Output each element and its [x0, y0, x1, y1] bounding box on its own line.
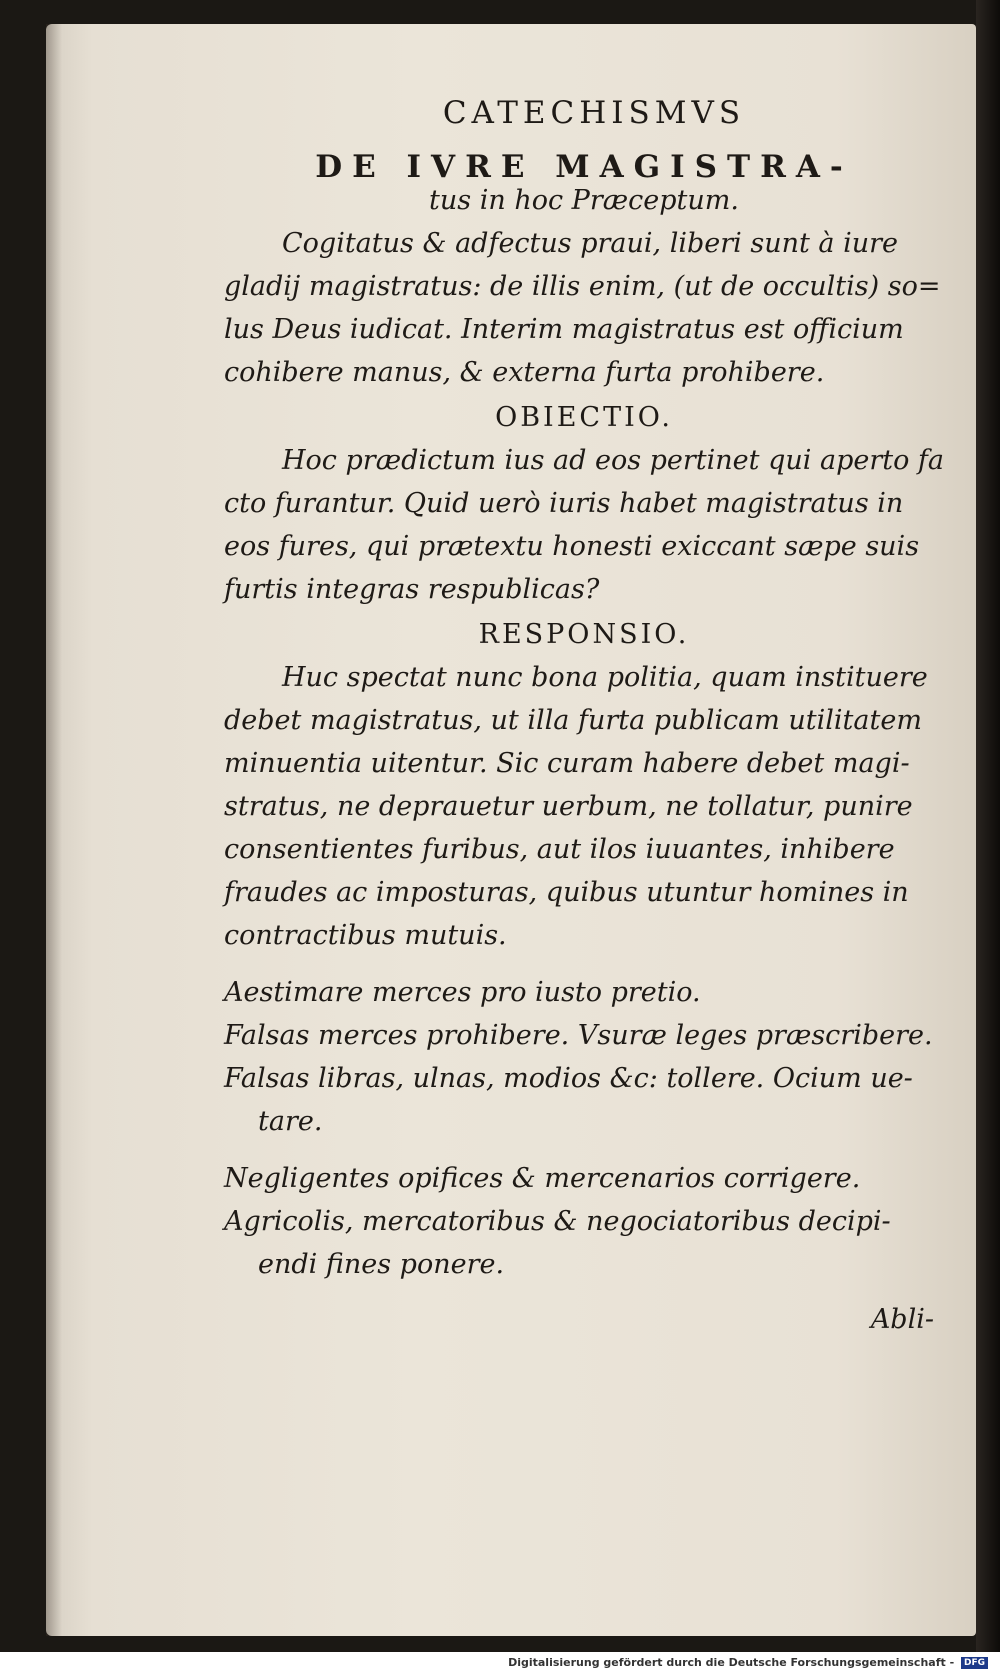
spine-shadow — [46, 24, 62, 1636]
text-block — [224, 95, 944, 1335]
footer-credit-text: Digitalisierung gefördert durch die Deutsche Forschungsgemeinschaft - — [508, 1656, 955, 1669]
paragraph-line: cto furantur. Quid uerò iuris habet magistratus in — [224, 488, 904, 519]
paragraph-intro — [224, 222, 944, 394]
catchword: Abli- — [870, 1304, 934, 1335]
paragraph-line: consentientes furibus, aut ilos iuuantes, inhibere — [224, 834, 895, 865]
list-item: Negligentes opifices & mercenarios corrigere. — [224, 1163, 861, 1194]
list-item-continuation: tare. — [258, 1106, 323, 1137]
section-title: DE IVRE MAGISTRA- — [315, 149, 853, 185]
paragraph-line: lus Deus iudicat. Interim magistratus est officium — [224, 314, 904, 345]
duties-list — [224, 971, 944, 1286]
paragraph-response — [224, 656, 944, 957]
paragraph-line: contractibus mutuis. — [224, 920, 507, 951]
list-item: Falsas libras, ulnas, modios &c: tollere. Ocium ue- — [224, 1063, 913, 1094]
list-item: Falsas merces prohibere. Vsuræ leges præscribere. — [224, 1020, 933, 1051]
heading-objectio: OBIECTIO. — [495, 402, 673, 433]
paragraph-line: eos fures, qui prætextu honesti exiccant sæpe suis — [224, 531, 920, 562]
list-item: Agricolis, mercatoribus & negociatoribus decipi- — [224, 1206, 891, 1237]
paragraph-line: Cogitatus & adfectus praui, liberi sunt à iure — [282, 228, 899, 259]
section-title-continuation: tus in hoc Præceptum. — [429, 185, 739, 216]
paragraph-line: Hoc prædictum ius ad eos pertinet qui aperto fa — [282, 445, 945, 476]
paragraph-line: Huc spectat nunc bona politia, quam instituere — [282, 662, 928, 693]
spacer — [224, 957, 944, 971]
spacer — [224, 1143, 944, 1157]
paragraph-line: gladij magistratus: de illis enim, (ut de occultis) so= — [224, 271, 941, 302]
paragraph-line: stratus, ne deprauetur uerbum, ne tollatur, punire — [224, 791, 913, 822]
paragraph-line: fraudes ac imposturas, quibus utuntur homines in — [224, 877, 909, 908]
paragraph-line: cohibere manus, & externa furta prohibere. — [224, 357, 825, 388]
running-head: CATECHISMVS — [442, 95, 746, 131]
page-edge — [976, 0, 1000, 1652]
footer-credit — [508, 1656, 988, 1669]
paragraph-line: minuentia uitentur. Sic curam habere debet magi- — [224, 748, 910, 779]
footer-bar — [0, 1652, 1000, 1676]
dfg-logo: DFG — [961, 1657, 988, 1669]
list-item: Aestimare merces pro iusto pretio. — [224, 977, 701, 1008]
paragraph-line: debet magistratus, ut illa furta publicam utilitatem — [224, 705, 922, 736]
list-item-continuation: endi fines ponere. — [258, 1249, 505, 1280]
paragraph-line: furtis integras respublicas? — [224, 574, 600, 605]
heading-responsio: RESPONSIO. — [478, 619, 690, 650]
paragraph-objection — [224, 439, 944, 611]
